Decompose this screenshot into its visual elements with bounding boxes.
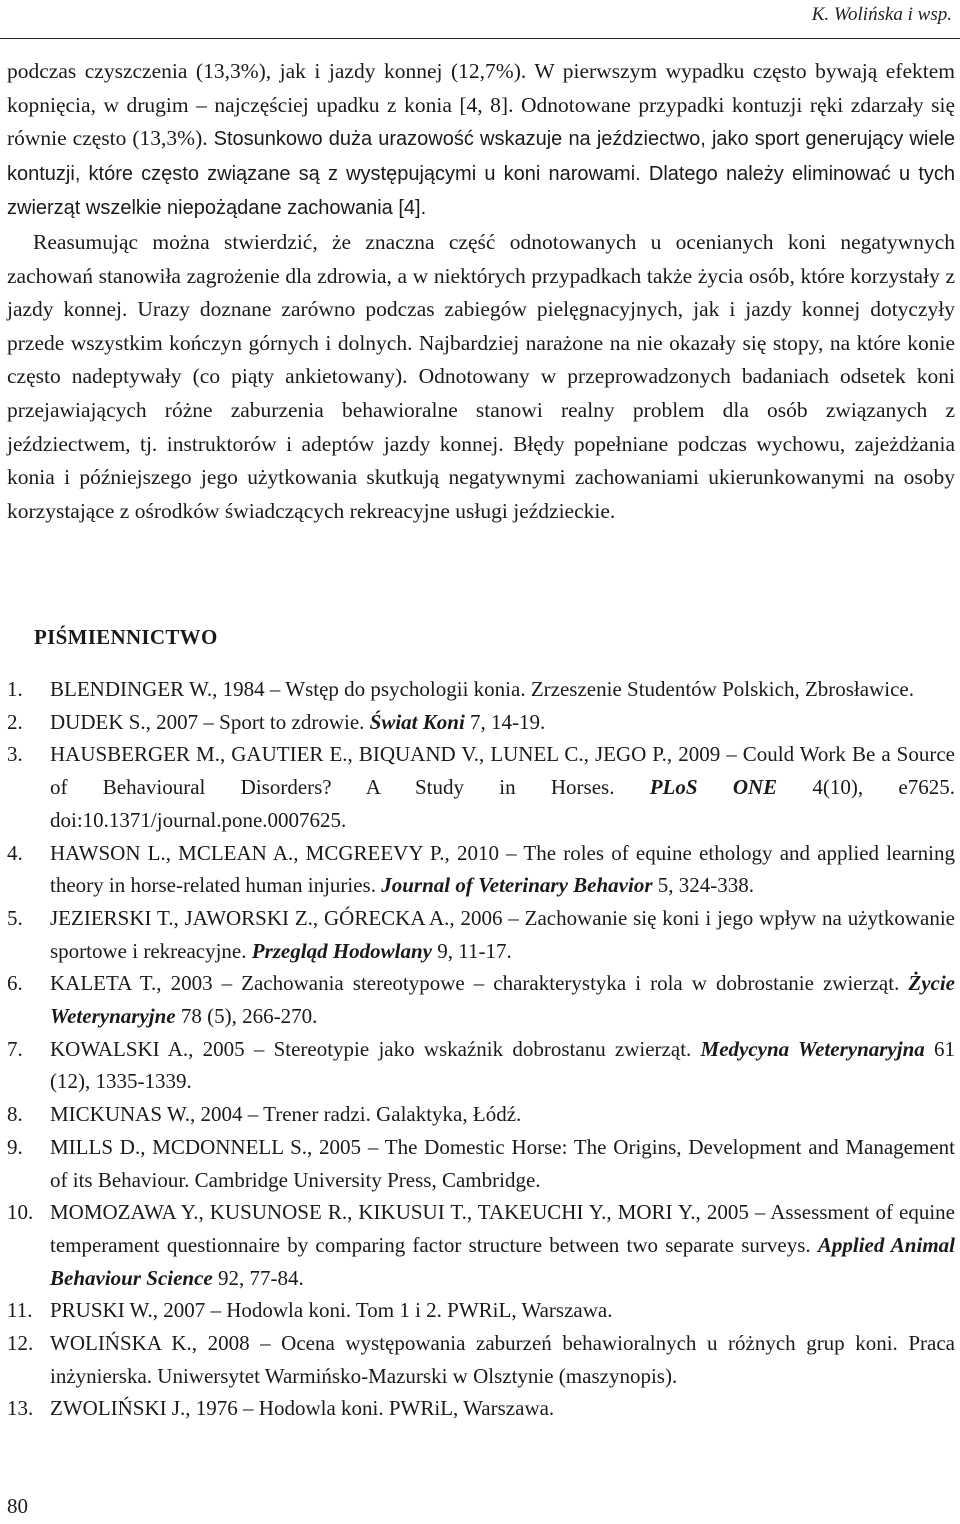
- running-head: K. Wolińska i wsp.: [811, 4, 952, 25]
- paragraph-text-sans: Stosunkowo duża urazowość wskazuje na jeździectwo, jako sport generujący wiele kontuzji, które często związane są z występującymi u koni narowami. Dlatego należy eliminować u tych zwierząt wszelkie niepożądane zachowania [4].: [7, 128, 956, 220]
- reference-item: [7, 1327, 955, 1392]
- reference-body: MILLS D., MCDONNELL S., 2005 – The Domestic Horse: The Origins, Development and Management of its Behaviour. Cambridge University Press, Cambridge.: [50, 1134, 955, 1192]
- reference-text: [50, 706, 955, 739]
- reference-item: [7, 967, 955, 1032]
- reference-body: JEZIERSKI T., JAWORSKI Z., GÓRECKA A., 2006 – Zachowanie się koni i jego wpływ na użytkowanie sportowe i rekreacyjne.: [50, 905, 955, 963]
- reference-item: [7, 738, 955, 836]
- reference-details: 7, 14-19.: [464, 709, 546, 734]
- paragraph-continuation: [7, 55, 955, 226]
- reference-body: MICKUNAS W., 2004 – Trener radzi. Galaktyka, Łódź.: [50, 1102, 522, 1127]
- reference-journal: Applied Animal Behaviour Science: [50, 1232, 955, 1290]
- reference-text: [50, 1033, 955, 1098]
- reference-journal: Życie Weterynaryjne: [50, 971, 955, 1029]
- reference-details: 9, 11-17.: [432, 938, 512, 963]
- reference-body: PRUSKI W., 2007 – Hodowla koni. Tom 1 i 2. PWRiL, Warszawa.: [50, 1298, 613, 1323]
- reference-number: 6.: [7, 971, 23, 996]
- reference-number: 7.: [7, 1036, 23, 1061]
- reference-body: HAUSBERGER M., GAUTIER E., BIQUAND V., LUNEL C., JEGO P., 2009 – Could Work Be a Source of Behavioural Disorders? A Study in Horses.: [50, 742, 955, 800]
- reference-number: 10.: [7, 1200, 34, 1225]
- reference-body: DUDEK S., 2007 – Sport to zdrowie.: [50, 709, 370, 734]
- reference-number: 5.: [7, 905, 23, 930]
- reference-text: [50, 837, 955, 902]
- reference-journal: Journal of Veterinary Behavior: [381, 873, 653, 898]
- reference-item: [7, 1033, 955, 1098]
- reference-number: 1.: [7, 677, 23, 701]
- reference-journal: PLoS ONE: [649, 775, 778, 800]
- reference-number: 3.: [7, 742, 23, 767]
- reference-item: [7, 673, 955, 706]
- reference-body: WOLIŃSKA K., 2008 – Ocena występowania zaburzeń behawioralnych u różnych grup koni. Praca inżynierska. Uniwersytet Warmińsko-Mazurski w Olsztynie (maszynopis).: [50, 1331, 955, 1388]
- paragraph-text-serif: podczas czyszczenia (13,3%), jak i jazdy konnej (12,7%). W pierwszym wypadku często bywają efektem kopnięcia, w drugim – najczęściej upadku z konia [4, 8]. Odnotowane przypadki kontuzji ręki zdarzały się równie często (13,3%).: [7, 59, 955, 151]
- reference-journal: Przegląd Hodowlany: [251, 938, 433, 963]
- reference-item: [7, 1294, 955, 1327]
- reference-details: 61 (12), 1335-1339.: [50, 1036, 956, 1094]
- reference-body: BLENDINGER W., 1984 – Wstęp do psychologii konia. Zrzeszenie Studentów Polskich, Zbrosławice.: [50, 677, 914, 701]
- reference-item: [7, 1131, 955, 1196]
- reference-details: 92, 77-84.: [212, 1265, 304, 1290]
- reference-body: KALETA T., 2003 – Zachowania stereotypowe – charakterystyka i rola w dobrostanie zwierząt.: [50, 971, 909, 996]
- reference-text: [50, 1098, 955, 1131]
- reference-body: MOMOZAWA Y., KUSUNOSE R., KIKUSUI T., TAKEUCHI Y., MORI Y., 2005 – Assessment of equine temperament questionnaire by comparing factor structure between two separate surveys.: [50, 1200, 955, 1257]
- reference-number: 4.: [7, 840, 23, 865]
- reference-journal: Medycyna Weterynaryjna: [700, 1036, 925, 1061]
- reference-details: 4(10), e7625. doi:10.1371/journal.pone.0007625.: [50, 775, 955, 832]
- reference-number: 11.: [7, 1298, 33, 1323]
- page-header: [0, 0, 960, 39]
- page-number: 80: [7, 1494, 28, 1518]
- reference-item: [7, 1098, 955, 1131]
- reference-text: [50, 738, 955, 836]
- reference-item: [7, 1196, 955, 1294]
- reference-body: HAWSON L., MCLEAN A., MCGREEVY P., 2010 – The roles of equine ethology and applied learning theory in horse-related human injuries.: [50, 840, 955, 898]
- reference-number: 2.: [7, 709, 23, 734]
- reference-text: [50, 1327, 955, 1392]
- reference-text: [50, 1392, 955, 1425]
- reference-number: 9.: [7, 1134, 23, 1159]
- reference-number: 12.: [7, 1331, 34, 1356]
- reference-item: [7, 706, 955, 739]
- reference-text: [50, 902, 955, 967]
- reference-journal: Świat Koni: [369, 709, 465, 734]
- reference-text: [50, 1196, 955, 1294]
- reference-details: 78 (5), 266-270.: [175, 1004, 318, 1029]
- reference-text: [50, 673, 955, 706]
- reference-item: [7, 1392, 955, 1425]
- reference-item: [7, 837, 955, 902]
- reference-text: [50, 1294, 955, 1327]
- reference-body: ZWOLIŃSKI J., 1976 – Hodowla koni. PWRiL, Warszawa.: [50, 1396, 555, 1421]
- body-text: [7, 55, 955, 528]
- reference-number: 13.: [7, 1396, 34, 1421]
- reference-number: 8.: [7, 1102, 23, 1127]
- reference-item: [7, 902, 955, 967]
- reference-body: KOWALSKI A., 2005 – Stereotypie jako wskaźnik dobrostanu zwierząt.: [50, 1036, 701, 1061]
- reference-details: 5, 324-338.: [652, 873, 755, 898]
- reference-text: [50, 967, 955, 1032]
- references-heading: PIŚMIENNICTWO: [34, 625, 218, 649]
- reference-list: [7, 673, 955, 1425]
- paragraph-summary: Reasumując można stwierdzić, że znaczna część odnotowanych u ocenianych koni negatywnych zachowań stanowiła zagrożenie dla zdrowia, a w niektórych przypadkach także życia osób, które korzystały z jazdy konnej. Urazy doznane zarówno podczas zabiegów pielęgnacyjnych, jak i jazdy konnej dotyczyły przede wszystkim kończyn górnych i dolnych. Najbardziej narażone na nie okazały się stopy, na które konie często nadeptywały (co piąty ankietowany). Odnotowany w przeprowadzonych badaniach odsetek koni przejawiających różne zaburzenia behawioralne stanowi realny problem dla osób związanych z jeździectwem, tj. instruktorów i adeptów jazdy konnej. Błędy popełniane podczas wychowu, zajeżdżania konia i późniejszego jego użytkowania skutkują negatywnymi zachowaniami ukierunkowanymi na osoby korzystające z ośrodków świadczących rekreacyjne usługi jeździeckie.: [7, 229, 955, 523]
- reference-text: [50, 1131, 955, 1196]
